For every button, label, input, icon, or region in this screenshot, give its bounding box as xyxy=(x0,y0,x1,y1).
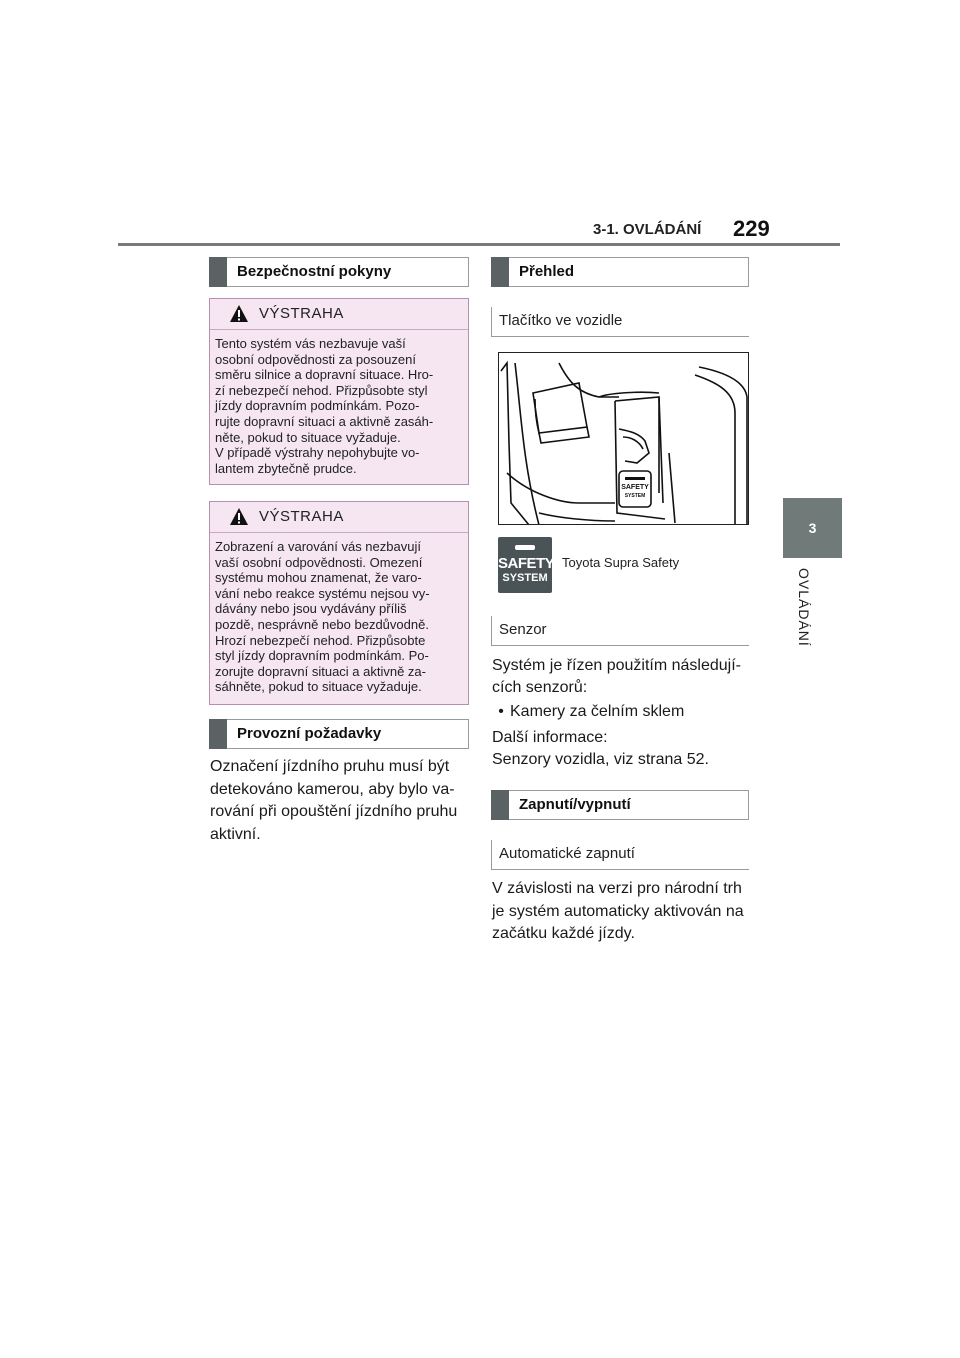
icon-text-safety: SAFETY xyxy=(498,555,555,572)
warning-header xyxy=(210,299,468,330)
sensor-subheading-title: Senzor xyxy=(499,621,547,638)
warning-line: dávány nebo jsou vydávány příliš xyxy=(215,601,407,617)
icon-text-system: SYSTEM xyxy=(502,572,548,584)
icon-dash xyxy=(515,545,535,550)
chapter-tab: 3 xyxy=(783,498,842,558)
paragraph-line: Označení jízdního pruhu musí být xyxy=(210,758,450,775)
section-bar xyxy=(491,790,509,820)
warning-line: Hrozí nebezpečí nehod. Přizpůsobte xyxy=(215,632,426,648)
warning-line: vaší osobní odpovědnosti. Omezení xyxy=(215,554,423,570)
warning-line: styl jízdy dopravním podmínkám. Po- xyxy=(215,648,429,664)
paragraph-line: Systém je řízen použitím následují- xyxy=(492,657,741,674)
safety-section-title: Bezpečnostní pokyny xyxy=(237,263,392,280)
button-subheading xyxy=(491,307,749,337)
warning-title: VÝSTRAHA xyxy=(259,305,344,322)
warning-line: vání nebo reakce systému nejsou vy- xyxy=(215,585,430,601)
auto-subheading xyxy=(491,840,749,870)
paragraph-line: je systém automaticky aktivován na xyxy=(492,902,744,920)
onoff-section-heading xyxy=(491,790,749,820)
warning-line: osobní odpovědnosti za posouzení xyxy=(215,351,416,367)
sensor-list xyxy=(492,701,754,723)
figure-button-label-1: SAFETY xyxy=(621,484,649,491)
warning-line: Tento systém vás nezbavuje vaší xyxy=(215,336,406,351)
warning-line: rujte dopravní situaci a aktivně zasáh- xyxy=(215,413,434,429)
sensor-subheading xyxy=(491,616,749,646)
paragraph-line: Senzory vozidla, viz strana 52. xyxy=(492,751,709,768)
paragraph-line: rování při opouštění jízdního pruhu xyxy=(210,803,458,820)
sensor-paragraph xyxy=(492,655,754,771)
section-bar xyxy=(491,257,509,287)
paragraph-line: cích senzorů: xyxy=(492,679,588,696)
warning-triangle-icon xyxy=(229,304,249,324)
warning-line: zorujte dopravní situaci a aktivně za- xyxy=(215,663,426,679)
safety-section-heading xyxy=(209,257,469,287)
warning-line: zí nebezpečí nehod. Přizpůsobte styl xyxy=(215,382,428,398)
overview-section-heading xyxy=(491,257,749,287)
section-title: 3-1. OVLÁDÁNÍ xyxy=(593,221,702,238)
button-subheading-title: Tlačítko ve vozidle xyxy=(499,312,623,329)
auto-paragraph xyxy=(492,878,754,946)
list-item: • Kamery za čelním sklem xyxy=(498,703,685,720)
list-item-text: Kamery za čelním sklem xyxy=(510,703,685,720)
console-illustration xyxy=(499,353,749,525)
warning-line: V případě výstrahy nepohybujte vo- xyxy=(215,445,420,461)
figure-button-label-2: SYSTEM xyxy=(624,493,646,499)
paragraph-line: Další informace: xyxy=(492,729,608,746)
warning-title: VÝSTRAHA xyxy=(259,508,344,525)
operating-section-heading xyxy=(209,719,469,749)
overview-section-title: Přehled xyxy=(519,263,575,280)
warning-line: systému mohou znamenat, že varo- xyxy=(215,570,422,586)
chapter-label: OVLÁDÁNÍ xyxy=(796,568,812,647)
safety-system-button-icon xyxy=(498,537,555,593)
paragraph-line: V závislosti na verzi pro národní trh xyxy=(492,880,742,897)
warning-line: lantem zbytečně prudce. xyxy=(215,460,357,476)
warning-line: jízdy dopravním podmínkám. Pozo- xyxy=(215,398,420,414)
warning-line: pozdě, nesprávně nebo bezdůvodně. xyxy=(215,616,429,632)
operating-paragraph xyxy=(210,756,472,846)
icon-caption: Toyota Supra Safety xyxy=(562,555,680,570)
onoff-section-title: Zapnutí/vypnutí xyxy=(519,796,631,813)
warning-box-1 xyxy=(209,298,469,485)
warning-line: Zobrazení a varování vás nezbavují xyxy=(215,539,421,554)
warning-line: něte, pokud to situace vyžaduje. xyxy=(215,429,401,445)
warning-text xyxy=(210,330,468,484)
paragraph-line: začátku každé jízdy. xyxy=(492,925,635,942)
warning-line: směru silnice a dopravní situace. Hro- xyxy=(215,367,434,383)
warning-text xyxy=(210,533,468,703)
auto-subheading-title: Automatické zapnutí xyxy=(499,845,635,862)
section-bar xyxy=(209,719,227,749)
section-bar xyxy=(209,257,227,287)
warning-header xyxy=(210,502,468,533)
page-number: 229 xyxy=(733,216,770,241)
warning-triangle-icon xyxy=(229,507,249,527)
console-figure xyxy=(498,352,749,525)
paragraph-line: detekováno kamerou, aby bylo va- xyxy=(210,780,455,798)
warning-box-2 xyxy=(209,501,469,705)
header-rule xyxy=(118,243,840,246)
warning-line: sáhněte, pokud to situace vyžaduje. xyxy=(215,679,422,695)
operating-section-title: Provozní požadavky xyxy=(237,725,382,742)
paragraph-line: aktivní. xyxy=(210,825,261,843)
